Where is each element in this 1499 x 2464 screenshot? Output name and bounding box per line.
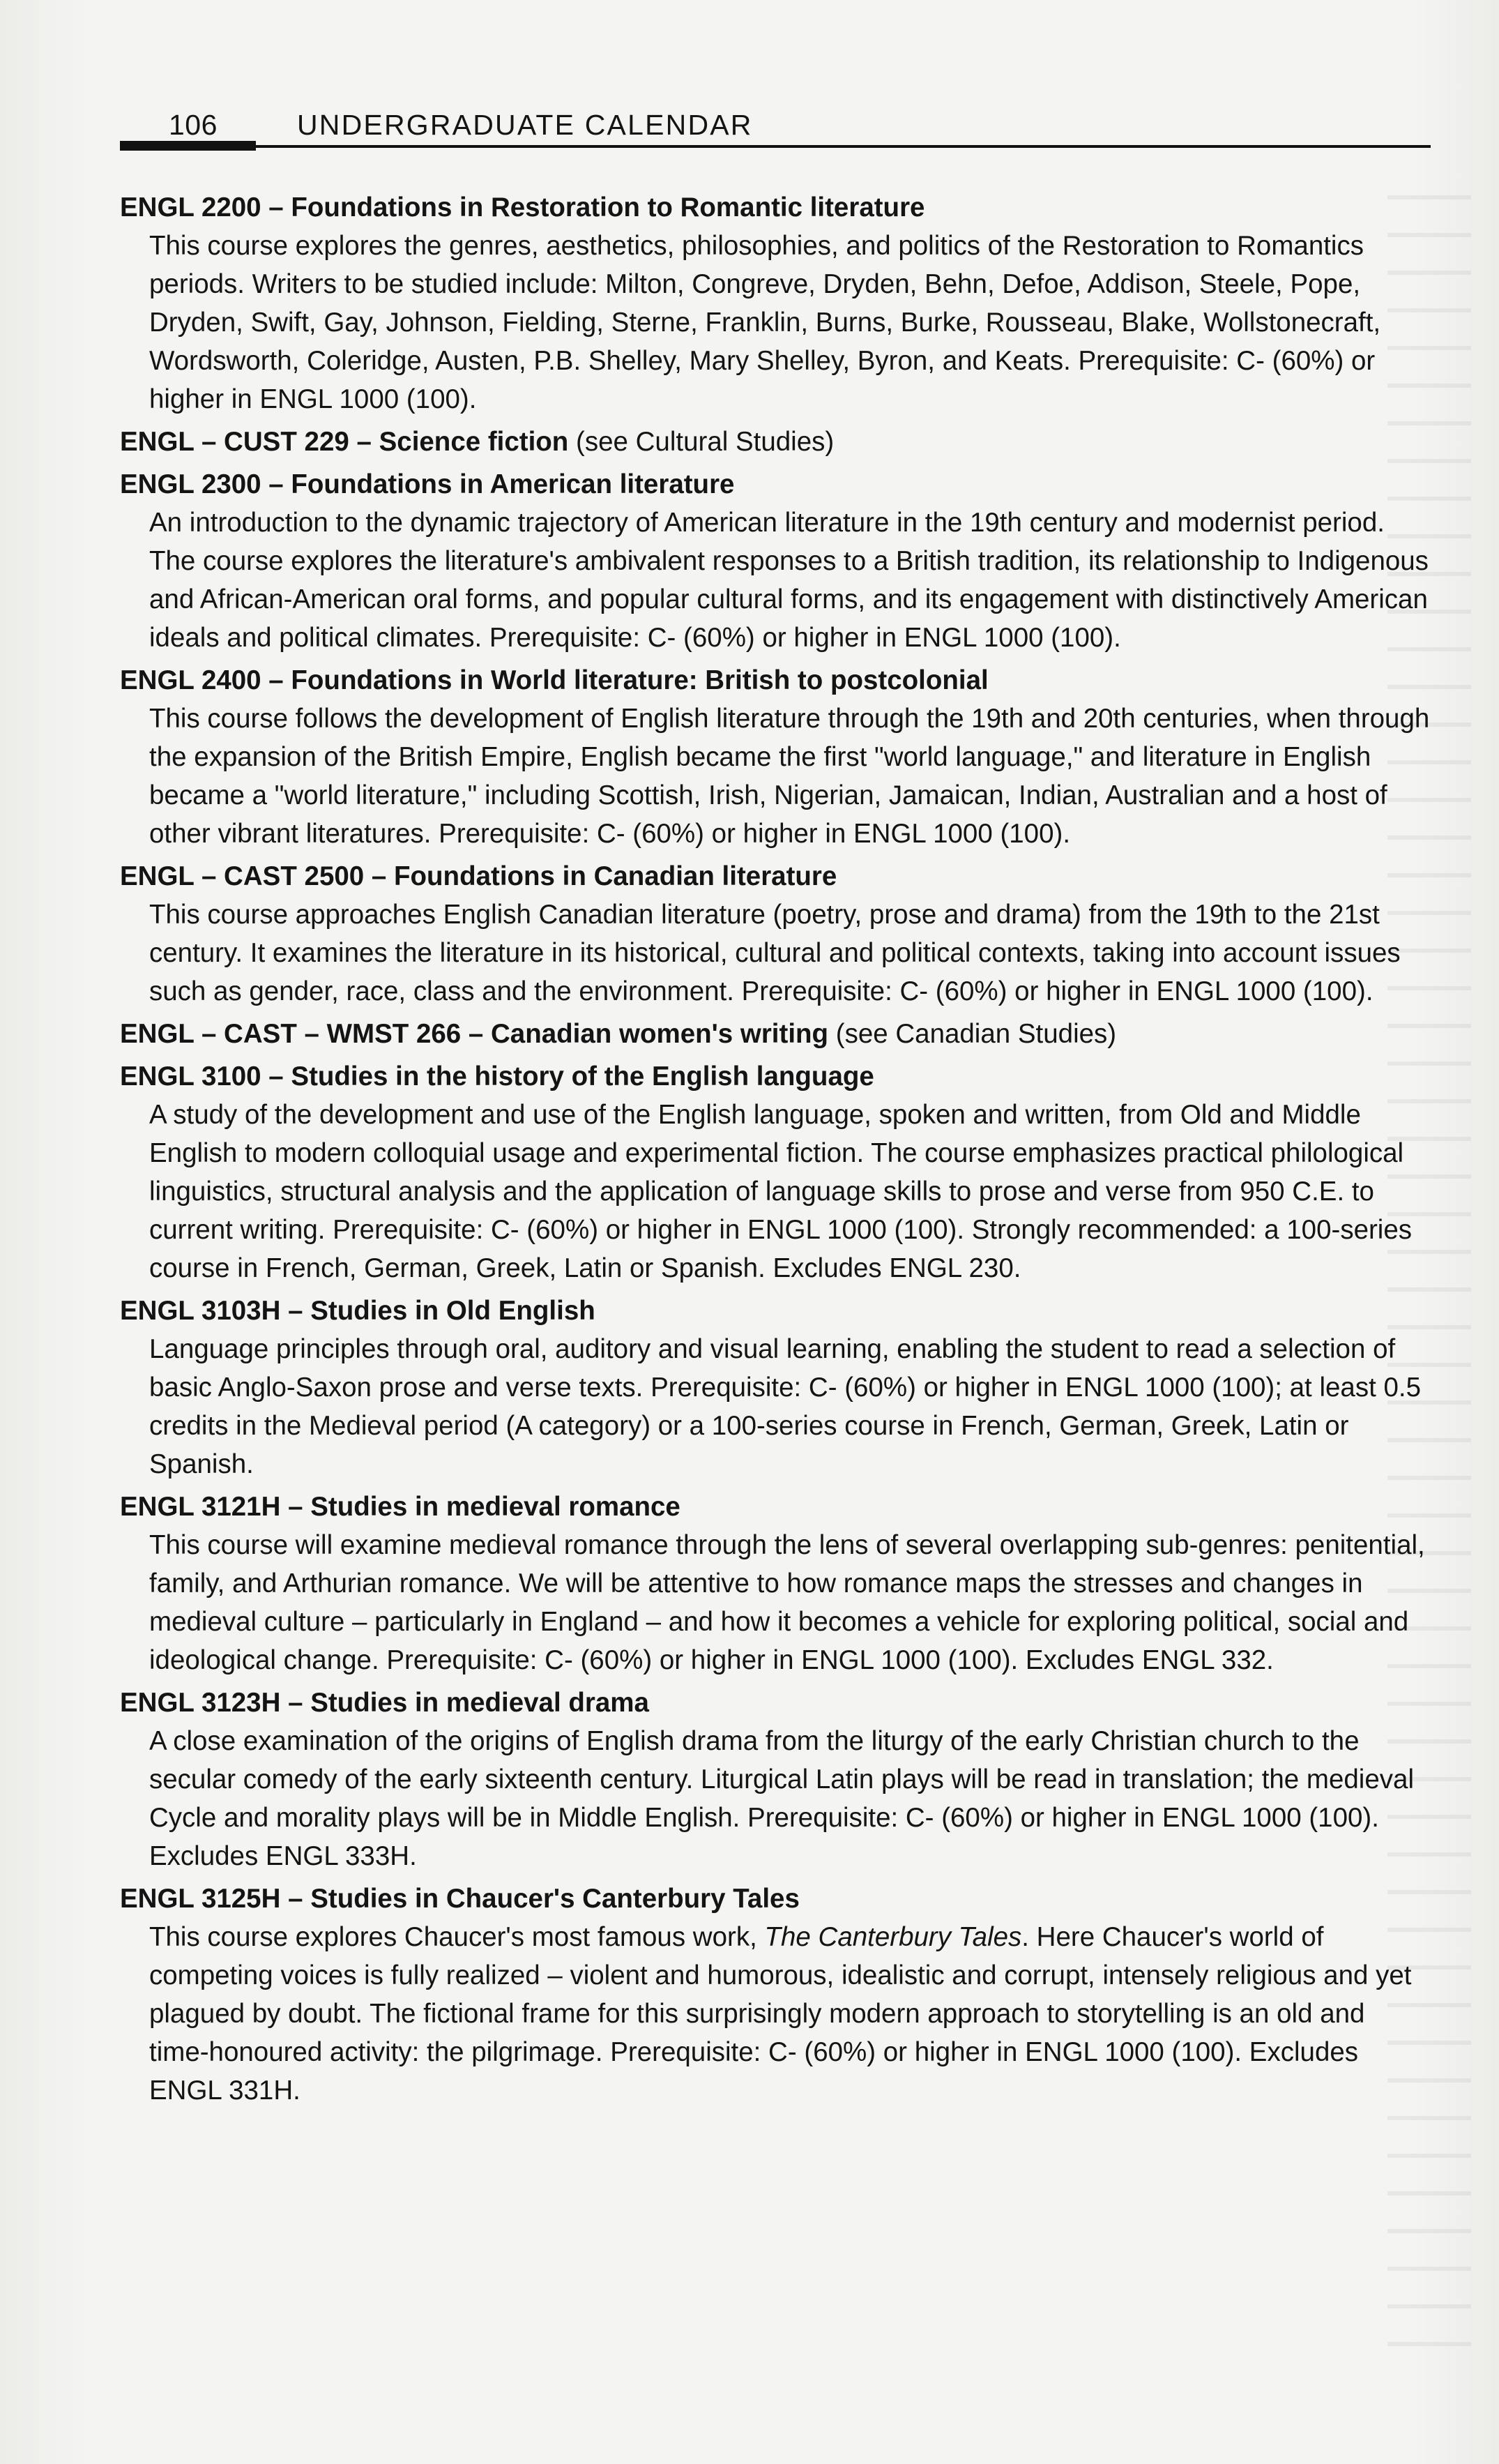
course-engl-cust-229: [120, 423, 1431, 461]
course-engl-3121h: [120, 1488, 1431, 1679]
header-rule: [120, 145, 1431, 148]
cross-reference-note: (see Cultural Studies): [576, 427, 835, 457]
book-title: The Canterbury Tales: [764, 1922, 1022, 1952]
course-description: This course approaches English Canadian literature (poetry, prose and drama) from the 19th to the 21st century. It examines the literature in its historical, cultural and political contexts, taking into account issues such as gender, race, class and the environment. Prerequisite: C- (60%) or higher in ENGL 1000 (100).: [149, 900, 1401, 1006]
page-number: 106: [169, 109, 218, 141]
course-engl-2300: [120, 465, 1431, 657]
course-title: ENGL 3121H – Studies in medieval romance: [120, 1492, 680, 1522]
course-engl-2400: [120, 661, 1431, 853]
course-description: This course explores the genres, aesthetics, philosophies, and politics of the Restoration to Romantics periods. Writers to be studied include: Milton, Congreve, Dryden, Behn, Defoe, Addison, Steele, Pope, Dryden, Swift, Gay, Johnson, Fielding, Sterne, Franklin, Burns, Burke, Rousseau, Blake, Wollstonecraft, Wordsworth, Coleridge, Austen, P.B. Shelley, Mary Shelley, Byron, and Keats. Prerequisite: C- (60%) or higher in ENGL 1000 (100).: [149, 231, 1381, 414]
cross-reference-note: (see Canadian Studies): [835, 1019, 1117, 1049]
course-title: ENGL 2400 – Foundations in World literature: British to postcolonial: [120, 665, 989, 695]
course-title: ENGL 3103H – Studies in Old English: [120, 1296, 595, 1326]
course-description: This course explores Chaucer's most famous work, The Canterbury Tales. Here Chaucer's world of competing voices is fully realized – violent and humorous, idealistic and corrupt, intensely religious and yet plagued by doubt. The fictional frame for this surprisingly modern approach to storytelling is an old and time-honoured activity: the pilgrimage. Prerequisite: C- (60%) or higher in ENGL 1000 (100). Excludes ENGL 331H.: [149, 1922, 1412, 2106]
course-title: ENGL 2300 – Foundations in American literature: [120, 469, 735, 499]
course-description: This course follows the development of English literature through the 19th and 20th centuries, when through the expansion of the British Empire, English became the first "world language," and literature in English became a "world literature," including Scottish, Irish, Nigerian, Jamaican, Indian, Australian and a host of other vibrant literatures. Prerequisite: C- (60%) or higher in ENGL 1000 (100).: [149, 704, 1430, 849]
course-title: ENGL 2200 – Foundations in Restoration to Romantic literature: [120, 192, 925, 222]
course-engl-3125h: [120, 1880, 1431, 2110]
course-title: ENGL – CUST 229 – Science fiction (see Cultural Studies): [120, 427, 835, 457]
course-title: ENGL 3125H – Studies in Chaucer's Canterbury Tales: [120, 1884, 800, 1914]
page-header: [120, 105, 1431, 153]
course-title: ENGL 3100 – Studies in the history of the English language: [120, 1061, 874, 1091]
running-head: UNDERGRADUATE CALENDAR: [297, 109, 753, 141]
course-engl-3103h: [120, 1292, 1431, 1483]
course-list: [120, 188, 1431, 2114]
course-engl-2200: [120, 188, 1431, 418]
course-description: A close examination of the origins of English drama from the liturgy of the early Christian church to the secular comedy of the early sixteenth century. Liturgical Latin plays will be read in translation; the medieval Cycle and morality plays will be in Middle English. Prerequisite: C- (60%) or higher in ENGL 1000 (100). Excludes ENGL 333H.: [149, 1726, 1414, 1871]
course-engl-cast-2500: [120, 857, 1431, 1011]
course-title: ENGL 3123H – Studies in medieval drama: [120, 1688, 649, 1718]
course-description: A study of the development and use of the English language, spoken and written, from Old and Middle English to modern colloquial usage and experimental fiction. The course emphasizes practical philological linguistics, structural analysis and the application of language skills to prose and verse from 950 C.E. to current writing. Prerequisite: C- (60%) or higher in ENGL 1000 (100). Strongly recommended: a 100-series course in French, German, Greek, Latin or Spanish. Excludes ENGL 230.: [149, 1100, 1413, 1283]
course-description: An introduction to the dynamic trajectory of American literature in the 19th century and modernist period. The course explores the literature's ambivalent responses to a British tradition, its relationship to Indigenous and African-American oral forms, and popular cultural forms, and its engagement with distinctively American ideals and political climates. Prerequisite: C- (60%) or higher in ENGL 1000 (100).: [149, 508, 1429, 653]
course-title: ENGL – CAST 2500 – Foundations in Canadian literature: [120, 861, 837, 891]
course-engl-cast-wmst-266: [120, 1015, 1431, 1053]
course-title: ENGL – CAST – WMST 266 – Canadian women's writing (see Canadian Studies): [120, 1019, 1117, 1049]
course-description: Language principles through oral, auditory and visual learning, enabling the student to read a selection of basic Anglo-Saxon prose and verse texts. Prerequisite: C- (60%) or higher in ENGL 1000 (100); at least 0.5 credits in the Medieval period (A category) or a 100-series course in French, German, Greek, Latin or Spanish.: [149, 1334, 1421, 1479]
header-tab-bar: [120, 141, 256, 151]
course-engl-3100: [120, 1057, 1431, 1287]
course-engl-3123h: [120, 1684, 1431, 1875]
course-description: This course will examine medieval romance through the lens of several overlapping sub-genres: penitential, family, and Arthurian romance. We will be attentive to how romance maps the stresses and changes in medieval culture – particularly in England – and how it becomes a vehicle for exploring political, social and ideological change. Prerequisite: C- (60%) or higher in ENGL 1000 (100). Excludes ENGL 332.: [149, 1530, 1425, 1675]
